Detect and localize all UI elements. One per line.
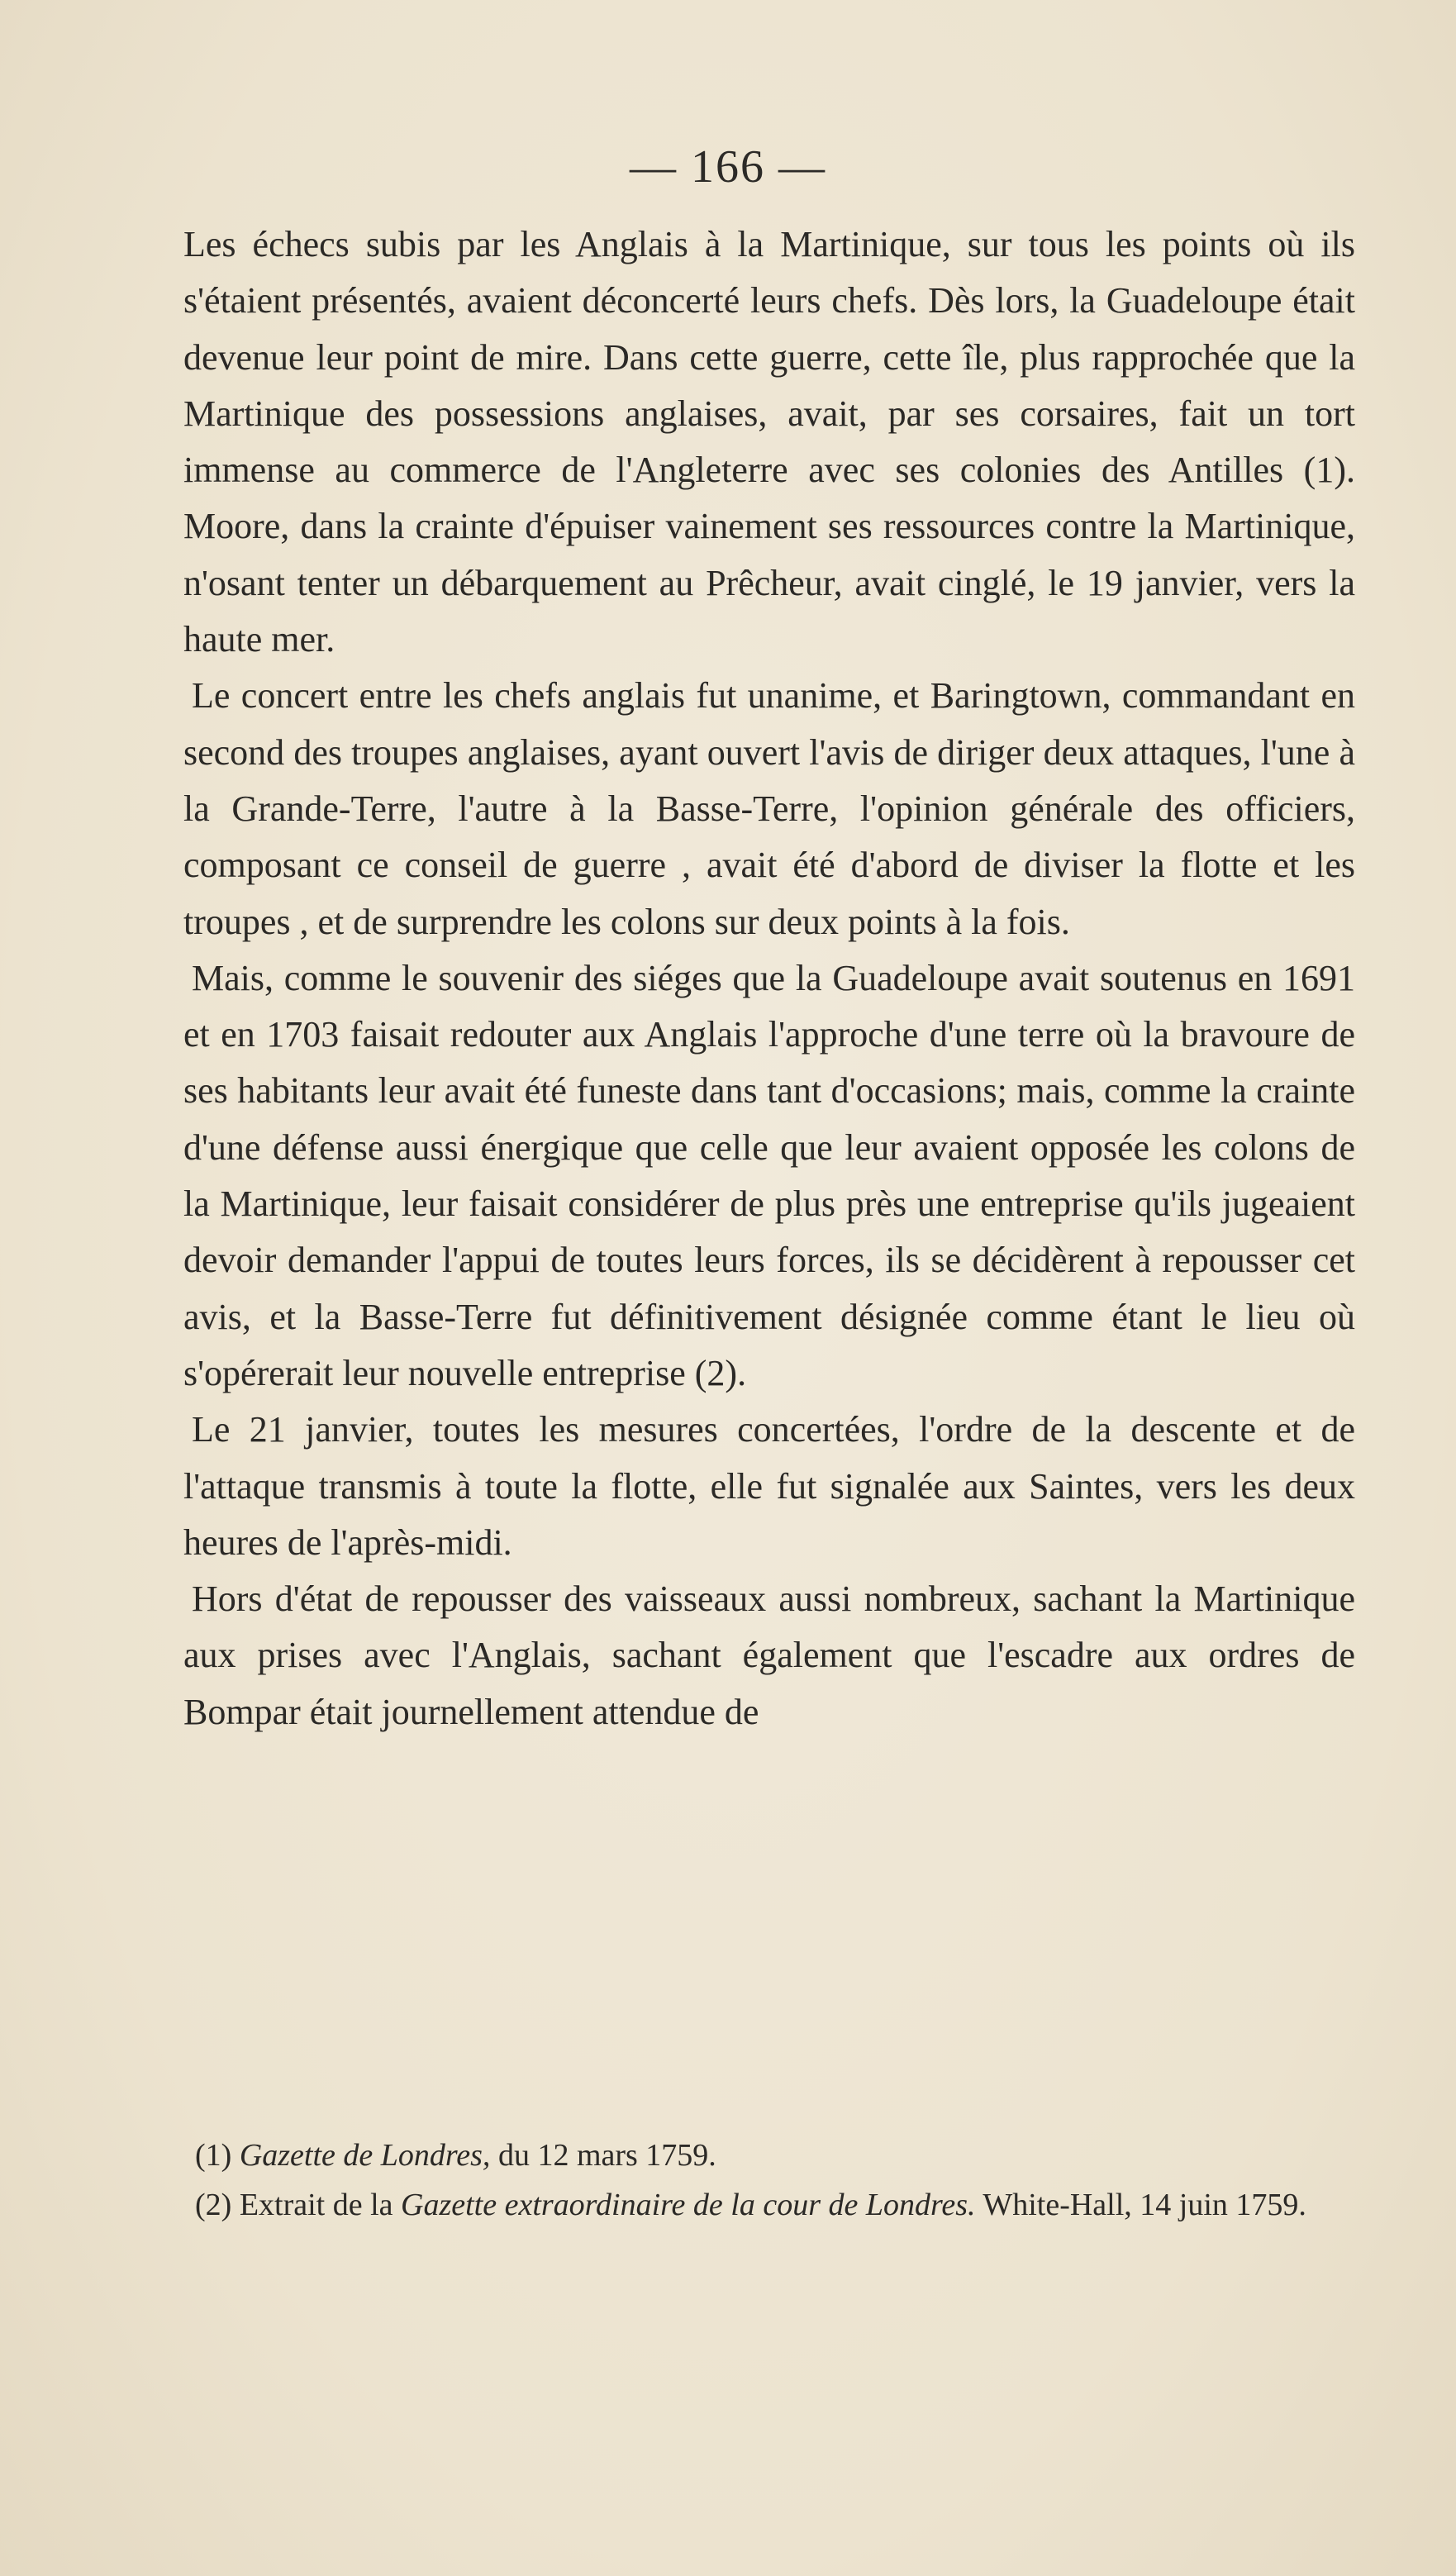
footnote-1-mark: (1) xyxy=(195,2138,232,2173)
footnote-1-date: du 12 mars 1759. xyxy=(490,2138,716,2173)
body-text xyxy=(183,217,1355,1740)
page-number: — 166 — xyxy=(630,141,826,193)
paragraph-4: Le 21 janvier, toutes les mesures concertées, l'ordre de la descente et de l'attaque transmis à toute la flotte, elle fut signalée aux Saintes, vers les deux heures de l'après-midi. xyxy=(183,1409,1355,1563)
paragraph-5: Hors d'état de repousser des vaisseaux aussi nombreux, sachant la Martinique aux prises avec l'Anglais, sachant également que l'escadre aux ordres de Bompar était journellement attendue de xyxy=(183,1578,1355,1732)
footnote-2-mark: (2) xyxy=(195,2188,232,2222)
paragraph-1: Les échecs subis par les Anglais à la Martinique, sur tous les points où ils s'étaient présentés, avaient déconcerté leurs chefs. Dès lors, la Guadeloupe était devenue leur point de mire. Dans cette guerre, cette île, plus rapprochée que la Martinique des possessions anglaises, avait, par ses corsaires, fait un tort immense au commerce de l'Angleterre avec ses colonies des Antilles (1). Moore, dans la crainte d'épuiser vainement ses ressources contre la Martinique, n'osant tenter un débarquement au Prêcheur, avait cinglé, le 19 janvier, vers la haute mer. xyxy=(183,224,1355,660)
paragraph-2: Le concert entre les chefs anglais fut unanime, et Baringtown, commandant en second des troupes anglaises, ayant ouvert l'avis de diriger deux attaques, l'une à la Grande-Terre, l'autre à la Basse-Terre, l'opinion générale des officiers, composant ce conseil de guerre , avait été d'abord de diviser la flotte et les troupes , et de surprendre les colons sur deux points à la fois. xyxy=(183,675,1355,942)
footnote-2-date: White-Hall, 14 juin 1759. xyxy=(975,2188,1306,2222)
footnote-2 xyxy=(183,2182,1355,2228)
footnote-1-source: Gazette de Londres, xyxy=(239,2138,491,2173)
footnote-2-prefix: Extrait de la xyxy=(231,2188,402,2222)
footnote-2-source: Gazette extraordinaire de la cour de Londres. xyxy=(401,2188,976,2222)
paragraph-3: Mais, comme le souvenir des siéges que la Guadeloupe avait soutenus en 1691 et en 1703 faisait redouter aux Anglais l'approche d'une terre où la bravoure de ses habitants leur avait été funeste dans tant d'occasions; mais, comme la crainte d'une défense aussi énergique que celle que leur avaient opposée les colons de la Martinique, leur faisait considérer de plus près une entreprise qu'ils jugeaient devoir demander l'appui de toutes leurs forces, ils se décidèrent à repousser cet avis, et la Basse-Terre fut définitivement désignée comme étant le lieu où s'opérerait leur nouvelle entreprise (2). xyxy=(183,957,1355,1393)
footnotes xyxy=(183,2132,1355,2228)
footnote-1 xyxy=(183,2132,1355,2178)
